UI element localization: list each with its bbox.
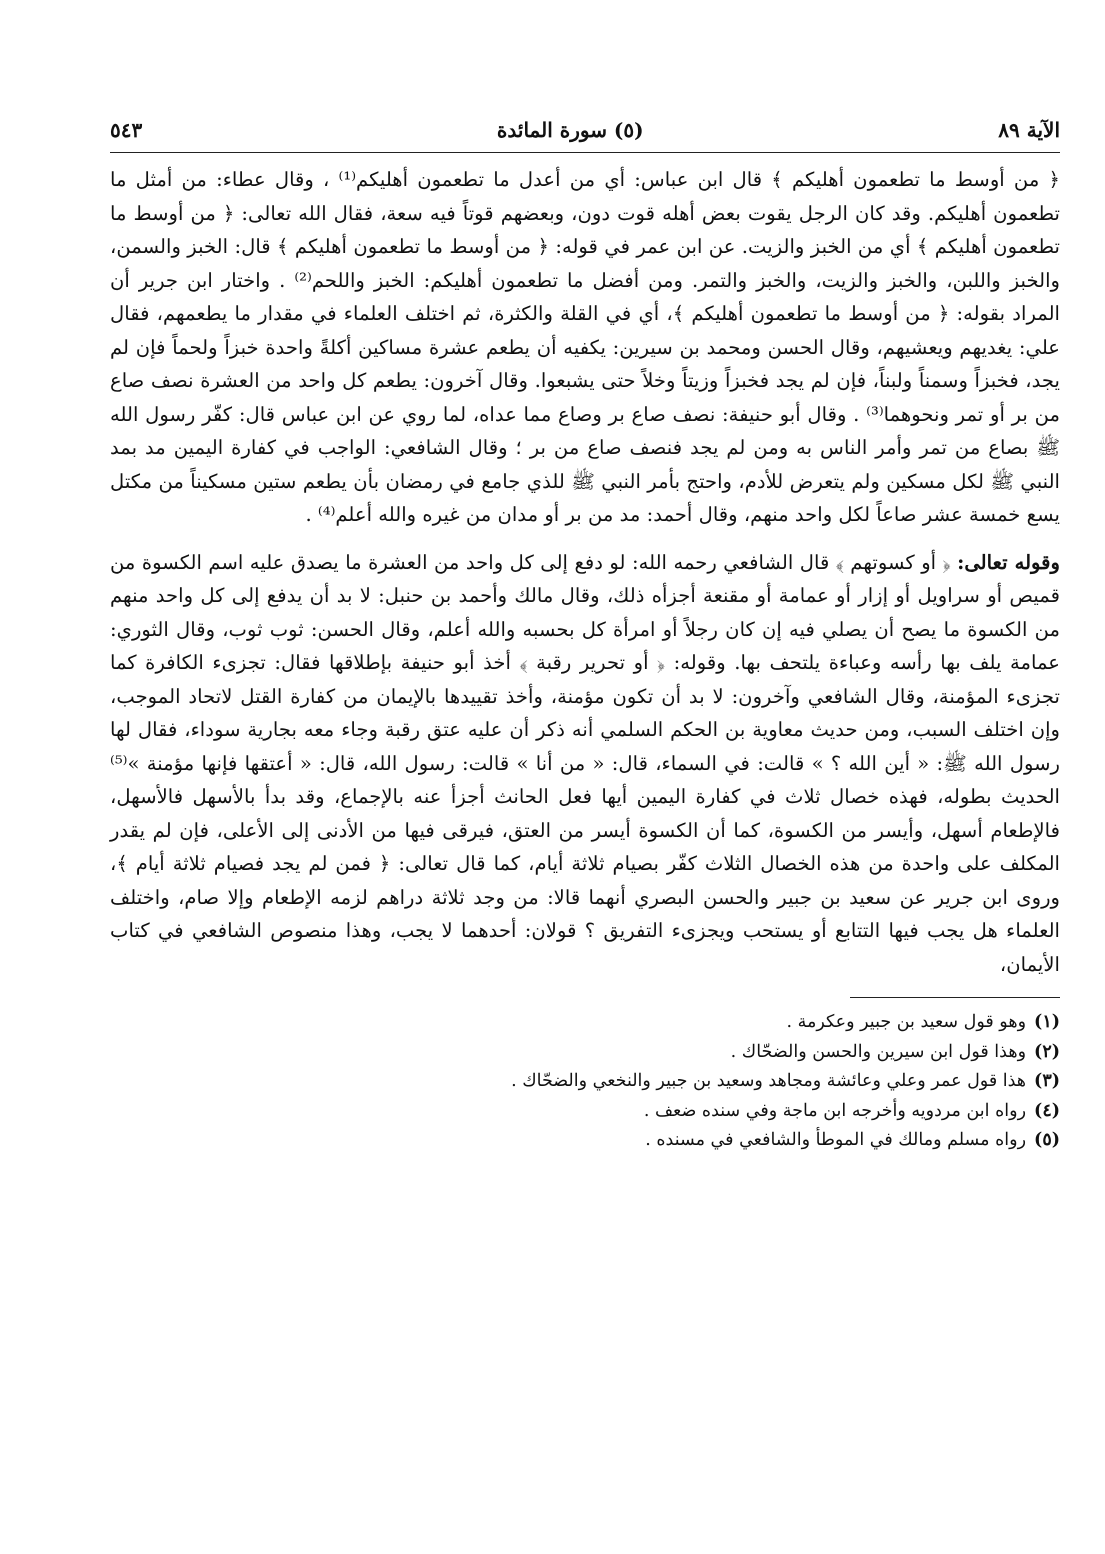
page (110, 118, 1060, 1156)
footnote-number: (٣) (1034, 1071, 1060, 1091)
header-divider (110, 152, 1060, 153)
footnote (110, 1067, 1060, 1097)
footnote-number: (١) (1034, 1012, 1060, 1032)
footnote-number: (٢) (1034, 1041, 1060, 1062)
footnote-number: (٥) (1034, 1130, 1060, 1150)
paragraph-text: ﴿ أو كسوتهم ﴾ قال الشافعي رحمه الله: لو دفع إلى كل واحد من العشرة ما يصدق عليه اسم الكسوة من قميص أو سراويل أو إزار أو عمامة أو مقنعة أجزأه ذلك، وقال مالك وأحمد بن حنبل: لا بد أن يدفع إلى كل واحد منهم من الكسوة ما يصح أن يصلي فيه إن كان رجلاً أو امرأة كل بحسبه والله أعلم، وقال الحسن: ثوب ثوب، وقال الثوري: عمامة يلف بها رأسه وعباءة يلتحف بها. وقوله: ﴿ أو تحرير رقبة ﴾ أخذ أبو حنيفة بإطلاقها فقال: تجزىء الكافرة كما تجزىء المؤمنة، وقال الشافعي وآخرون: لا بد أن تكون مؤمنة، وأخذ تقييدها بالإيمان من كفارة القتل لاتحاد الموجب، وإن اختلف السبب، ومن حديث معاوية بن الحكم السلمي أنه ذكر أن عليه عتق رقبة وجاء معه بجارية سوداء، فقال لها رسول الله ﷺ: « أين الله ؟ » قالت: في السماء، قال: « من أنا » قالت: رسول الله، قال: « أعتقها فإنها مؤمنة »⁽⁵⁾ الحديث بطوله، فهذه خصال ثلاث في كفارة اليمين أيها فعل الحانث أجزأ عنه بالإجماع، وقد بدأ بالأسهل فالأسهل، فالإطعام أسهل، وأيسر من الكسوة، كما أن الكسوة أيسر من العتق، فيرقى فيها من الأدنى إلى الأعلى، فإن لم يقدر المكلف على واحدة من هذه الخصال الثلاث كفّر بصيام ثلاثة أيام، كما قال تعالى: ﴿ فمن لم يجد فصيام ثلاثة أيام ﴾، وروى ابن جرير عن سعيد بن جبير والحسن البصري أنهما قالا: من وجد ثلاثة دراهم لزمه الإطعام وإلا صام، واختلف العلماء هل يجب فيها التتابع أو يستحب ويجزىء التفريق ؟ قولان: أحدهما لا يجب، وهذا منصوص الشافعي في كتاب الأيمان، (110, 550, 1060, 976)
paragraph (110, 546, 1060, 982)
paragraph: ﴿ من أوسط ما تطعمون أهليكم ﴾ قال ابن عباس: أي من أعدل ما تطعمون أهليكم⁽¹⁾ ، وقال عطاء: من أمثل ما تطعمون أهليكم. وقد كان الرجل يقوت بعض أهله قوت دون، وبعضهم قوتاً فيه سعة، فقال الله تعالى: ﴿ من أوسط ما تطعمون أهليكم ﴾ أي من الخبز والزيت. عن ابن عمر في قوله: ﴿ من أوسط ما تطعمون أهليكم ﴾ قال: الخبز والسمن، والخبز واللبن، والخبز والزيت، والخبز والتمر. ومن أفضل ما تطعمون أهليكم: الخبز واللحم⁽²⁾ . واختار ابن جرير أن المراد بقوله: ﴿ من أوسط ما تطعمون أهليكم ﴾، أي في القلة والكثرة، ثم اختلف العلماء في مقدار ما يطعمهم، فقال علي: يغديهم ويعشيهم، وقال الحسن ومحمد بن سيرين: يكفيه أن يطعم عشرة مساكين أكلةً واحدة خبزاً ولحماً فإن لم يجد، فخبزاً وسمناً ولبناً، فإن لم يجد فخبزاً وزيتاً وخلاً حتى يشبعوا. وقال آخرون: يطعم كل واحد من العشرة نصف صاع من بر أو تمر ونحوهما⁽³⁾ . وقال أبو حنيفة: نصف صاع بر وصاع مما عداه، لما روي عن ابن عباس قال: كفّر رسول الله ﷺ بصاع من تمر وأمر الناس به ومن لم يجد فنصف صاع من بر ؛ وقال الشافعي: الواجب في كفارة اليمين مد بمد النبي ﷺ لكل مسكين ولم يتعرض للأدم، واحتج بأمر النبي ﷺ للذي جامع في رمضان بأن يطعم ستين مسكيناً من مكتل يسع خمسة عشر صاعاً لكل واحد منهم، وقال أحمد: مد من بر أو مدان من غيره والله أعلم⁽⁴⁾ . (110, 168, 1061, 526)
surah-title: (٥) سورة المائدة (496, 118, 644, 142)
footnote (110, 1008, 1060, 1038)
page-number: ٥٤٣ (110, 118, 143, 142)
footnotes (110, 1008, 1060, 1156)
footnote-text: وهو قول سعيد بن جبير وعكرمة . (786, 1012, 1027, 1032)
main-text (110, 163, 1060, 981)
footnote-text: رواه مسلم ومالك في الموطأ والشافعي في مسنده . (645, 1130, 1027, 1150)
footnote (110, 1038, 1060, 1068)
footnote-text: رواه ابن مردويه وأخرجه ابن ماجة وفي سنده ضعف . (643, 1100, 1027, 1121)
footnote (110, 1126, 1060, 1156)
footnote-text: وهذا قول ابن سيرين والحسن والضحّاك . (730, 1041, 1027, 1062)
footnote-text: هذا قول عمر وعلي وعائشة ومجاهد وسعيد بن جبير والنخعي والضحّاك . (511, 1071, 1027, 1091)
footnote-divider (850, 997, 1060, 998)
footnote-number: (٤) (1034, 1100, 1060, 1121)
paragraph-lead: وقوله تعالى: (957, 550, 1060, 574)
verse-number: الآية ٨٩ (998, 118, 1060, 142)
page-header (110, 118, 1060, 152)
footnote (110, 1097, 1060, 1127)
